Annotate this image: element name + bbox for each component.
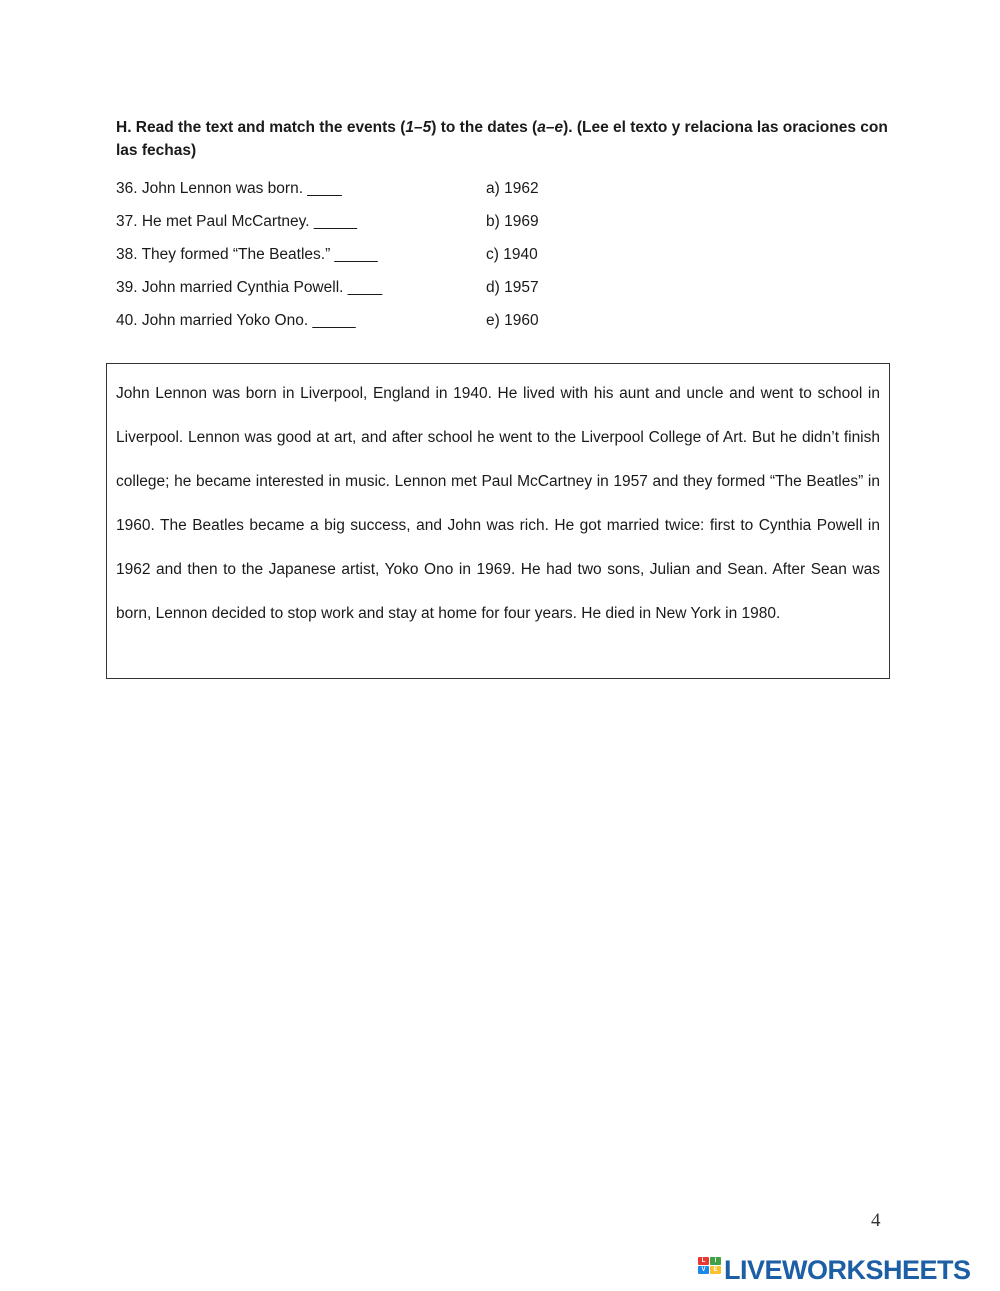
matching-row — [116, 211, 616, 244]
logo-letter: E — [710, 1266, 721, 1274]
event-question: 36. John Lennon was born. ____ — [116, 180, 342, 197]
liveworksheets-logo — [698, 1254, 998, 1286]
logo-letter: I — [710, 1257, 721, 1265]
matching-row — [116, 178, 616, 211]
event-question: 38. They formed “The Beatles.” _____ — [116, 246, 378, 263]
instructions-text-1: H. Read the text and match the events ( — [116, 119, 406, 136]
matching-row — [116, 310, 616, 343]
reading-passage-box — [106, 363, 890, 679]
date-option: b) 1969 — [486, 213, 539, 230]
matching-row — [116, 244, 616, 277]
date-option: d) 1957 — [486, 279, 539, 296]
logo-letter: L — [698, 1257, 709, 1265]
event-question: 37. He met Paul McCartney. _____ — [116, 213, 357, 230]
instructions-text-3: ). (Lee el texto y relaciona las oraciones con las fechas) — [116, 119, 888, 159]
date-option: c) 1940 — [486, 246, 538, 263]
matching-row — [116, 277, 616, 310]
instructions-text-2: ) to the dates ( — [431, 119, 538, 136]
reading-passage: John Lennon was born in Liverpool, England in 1940. He lived with his aunt and uncle and went to school in Liverpool. Lennon was good at art, and after school he went to the Liverpool College of Art. But he didn’t finish college; he became interested in music. Lennon met Paul McCartney in 1957 and they formed “The Beatles” in 1960. The Beatles became a big success, and John was rich. He got married twice: first to Cynthia Powell in 1962 and then to the Japanese artist, Yoko Ono in 1969. He had two sons, Julian and Sean. After Sean was born, Lennon decided to stop work and stay at home for four years. He died in New York in 1980. — [116, 385, 880, 622]
page-number: 4 — [871, 1210, 881, 1231]
event-question: 39. John married Cynthia Powell. ____ — [116, 279, 383, 296]
events-range: 1–5 — [405, 119, 432, 136]
liveworksheets-logo-icon — [698, 1257, 722, 1283]
date-option: a) 1962 — [486, 180, 539, 197]
dates-range: a–e — [537, 119, 564, 136]
brand-name: LIVEWORKSHEETS — [724, 1255, 971, 1285]
event-question: 40. John married Yoko Ono. _____ — [116, 312, 356, 329]
date-option: e) 1960 — [486, 312, 539, 329]
matching-items — [116, 178, 616, 343]
exercise-instructions — [116, 116, 896, 162]
logo-letter: V — [698, 1266, 709, 1274]
